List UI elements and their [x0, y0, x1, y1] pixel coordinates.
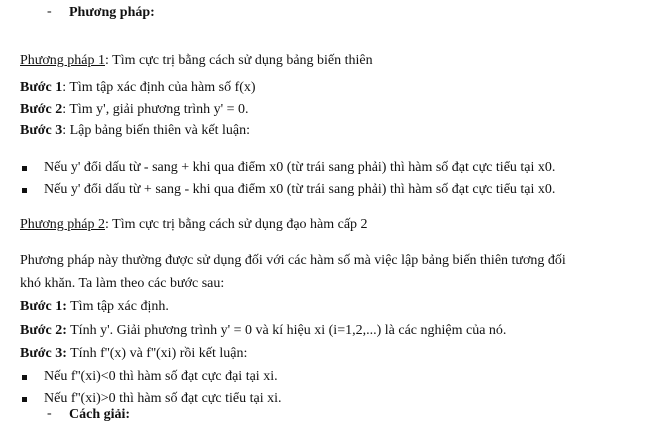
method2-intro-line-1: Phương pháp này thường được sử dụng đối với các hàm số mà việc lập bảng biến thiên tương đối [20, 253, 566, 268]
step-text: Tìm tập xác định. [66, 299, 169, 314]
header-label: Phương pháp: [69, 5, 155, 20]
step-label: Bước 1: [20, 299, 67, 314]
method2-step-2 [20, 322, 506, 340]
step-label: Bước 3 [20, 123, 63, 138]
bullet-icon [22, 397, 27, 402]
step-label: Bước 1 [20, 80, 63, 95]
footer-dash: - [47, 406, 52, 421]
method2-step-1 [20, 298, 169, 316]
method1-bullet-2: Nếu y' đổi dấu từ + sang - khi qua điểm x0 (từ trái sang phải) thì hàm số đạt cực tiểu tại x0. [44, 182, 556, 197]
bullet-icon [22, 188, 27, 193]
method1-step-1 [20, 79, 256, 97]
step-text: : Lập bảng biến thiên và kết luận: [62, 123, 250, 138]
step-label: Bước 3: [20, 346, 67, 361]
step-text: Tính f''(x) và f''(xi) rồi kết luận: [66, 346, 248, 361]
footer-label: Cách giải: [69, 407, 131, 422]
method1-title-rest: : Tìm cực trị bằng cách sử dụng bảng biến thiên [105, 53, 373, 68]
bullet-icon [22, 375, 27, 380]
bullet-icon [22, 166, 27, 171]
method1-title-underlined: Phương pháp 1 [20, 53, 105, 68]
method2-bullet-1: Nếu f''(xi)<0 thì hàm số đạt cực đại tại xi. [44, 369, 278, 384]
method2-bullet-2: Nếu f''(xi)>0 thì hàm số đạt cực tiểu tại xi. [44, 391, 282, 406]
step-text: Tính y'. Giải phương trình y' = 0 và kí hiệu xi (i=1,2,...) là các nghiệm của nó. [66, 323, 507, 338]
header-dash: - [47, 4, 52, 19]
step-label: Bước 2 [20, 102, 63, 117]
method1-bullet-1: Nếu y' đổi dấu từ - sang + khi qua điểm x0 (từ trái sang phải) thì hàm số đạt cực tiểu tại x0. [44, 160, 556, 175]
step-text: : Tìm y', giải phương trình y' = 0. [62, 102, 249, 117]
method2-intro-line-2: khó khăn. Ta làm theo các bước sau: [20, 276, 225, 291]
step-label: Bước 2: [20, 323, 67, 338]
method1-step-3 [20, 122, 250, 140]
step-text: : Tìm tập xác định của hàm số f(x) [62, 80, 256, 95]
method2-step-3 [20, 345, 247, 363]
method2-title-underlined: Phương pháp 2 [20, 217, 105, 232]
method1-title [20, 52, 373, 70]
method1-step-2 [20, 101, 249, 119]
method2-title-rest: : Tìm cực trị bằng cách sử dụng đạo hàm cấp 2 [105, 217, 368, 232]
method2-title [20, 216, 368, 234]
